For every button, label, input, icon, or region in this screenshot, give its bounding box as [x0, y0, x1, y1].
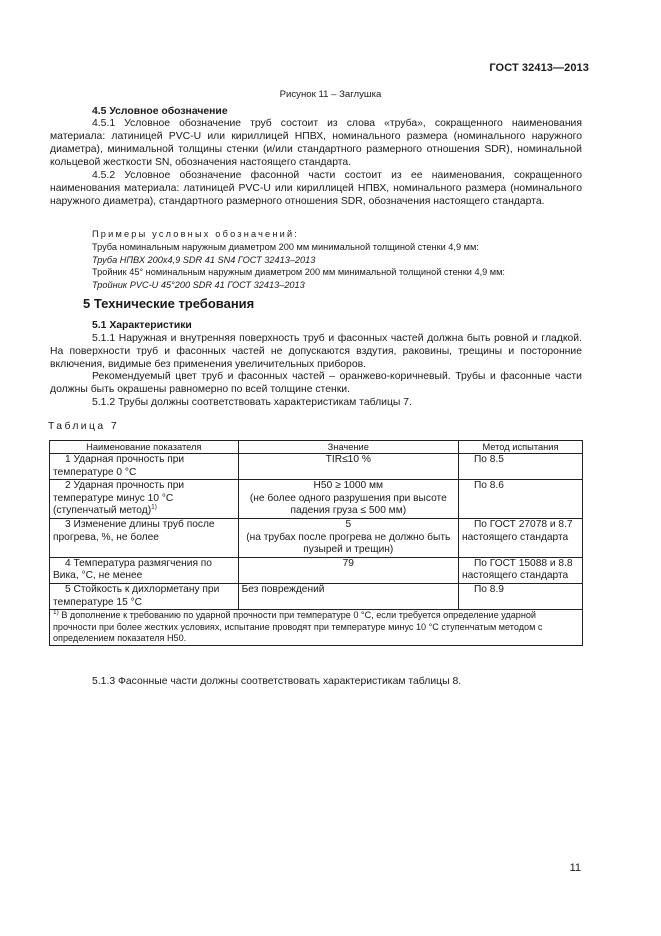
example-2-code: Тройник PVC-U 45°200 SDR 41 ГОСТ 32413–2013 [92, 280, 305, 291]
examples-title: Примеры условных обозначений: [92, 229, 300, 239]
figure-caption: Рисунок 11 – Заглушка [279, 89, 382, 100]
header-name: Наименование показателя [50, 441, 239, 454]
table-header-row [50, 441, 583, 454]
row-2-name-cell [50, 480, 239, 519]
row-4-name: 4 Температура размягчения по Вика, °С, не менее [50, 557, 239, 583]
row-3-value-note: (на трубах после прогрева не должно быть пузырей и трещин) [246, 531, 451, 556]
row-2-value: H50 ≥ 1000 мм [313, 480, 383, 492]
row-4-method: По ГОСТ 15088 и 8.8 настоящего стандарта [458, 557, 582, 583]
page-number: 11 [569, 862, 581, 874]
paragraph-5-1-2-text: 5.1.2 Трубы должны соответствовать характеристикам таблицы 7. [92, 397, 412, 408]
document-header: ГОСТ 32413—2013 [489, 62, 589, 74]
row-3-value: 5 [345, 518, 352, 530]
header-method: Метод испытания [458, 441, 582, 454]
paragraph-4-5-2-text: 4.5.2 Условное обозначение фасонной части состоит из ее наименования, сокращенного наименования материала: латиницей PVC-U или кириллицей НПВХ, номинального размера (номинального наружного диаметра), стандартного размерного отношения SDR, обозначения настоящего стандарта. [50, 170, 582, 207]
examples-block [92, 228, 582, 292]
row-2-method: По 8.6 [458, 480, 582, 519]
table-footnote-row [50, 610, 583, 646]
example-2-text: Тройник 45° номинальным наружным диаметром 200 мм минимальной толщиной стенки 4,9 мм: [92, 267, 505, 278]
footnote-text: В дополнение к требованию по ударной прочности при температуре 0 °С, если требуется определение ударной прочности при более жестких условиях, испытание проводят при температуре минус 10 °С ступенчатым методом с определением показателя H50. [53, 610, 543, 644]
row-3-method: По ГОСТ 27078 и 8.7 настоящего стандарта [458, 518, 582, 557]
paragraph-5-1-2 [50, 397, 582, 410]
table-row [50, 583, 583, 609]
paragraph-5-1-1 [50, 333, 582, 372]
row-4-value: 79 [238, 557, 458, 583]
row-5-value: Без повреждений [238, 583, 458, 609]
section-5-1-title: 5.1 Характеристики [92, 320, 192, 331]
row-2-name: 2 Ударная прочность при температуре минус 10 °С (ступенчатый метод) [53, 480, 185, 517]
row-2-footnote-mark: 1) [151, 503, 157, 511]
paragraph-4-5-1 [50, 118, 582, 170]
row-3-value-cell [238, 518, 458, 557]
paragraph-color [50, 371, 582, 397]
paragraph-5-1-3: 5.1.3 Фасонные части должны соответствовать характеристикам таблицы 8. [92, 676, 462, 687]
footnote-mark: 1) [53, 609, 59, 617]
row-1-value: TIR≤10 % [238, 454, 458, 480]
example-1-code: Труба НПВХ 200х4,9 SDR 41 SN4 ГОСТ 32413–2013 [92, 254, 316, 265]
table-7 [49, 440, 583, 646]
row-2-value-cell [238, 480, 458, 519]
row-1-method: По 8.5 [458, 454, 582, 480]
table-row [50, 557, 583, 583]
table-row [50, 518, 583, 557]
section-5-title: 5 Технические требования [83, 296, 255, 311]
table-row [50, 480, 583, 519]
row-5-name: 5 Стойкость к дихлорметану при температуре 15 °С [50, 583, 239, 609]
row-3-name: 3 Изменение длины труб после прогрева, %, не более [50, 518, 239, 557]
section-4-5-title: 4.5 Условное обозначение [92, 106, 228, 117]
row-2-value-note: (не более одного разрушения при высоте падения груза ≤ 500 мм) [249, 492, 447, 517]
paragraph-color-text: Рекомендуемый цвет труб и фасонных частей – оранжево-коричневый. Трубы и фасонные части должны быть окрашены равномерно по всей толщине стенки. [50, 371, 582, 395]
row-5-method: По 8.9 [458, 583, 582, 609]
paragraph-4-5-2 [50, 170, 582, 209]
paragraph-5-1-1-text: 5.1.1 Наружная и внутренняя поверхность труб и фасонных частей должна быть ровной и гладкой. На поверхности труб и фасонных частей не допускаются вздутия, раковины, трещины и посторонние включения, видимые без применения увеличительных приборов. [50, 333, 582, 370]
row-1-name: 1 Ударная прочность при температуре 0 °С [50, 454, 239, 480]
table-footnote [50, 610, 583, 646]
paragraph-4-5-1-text: 4.5.1 Условное обозначение труб состоит из слова «труба», сокращенного наименования материала: латиницей PVC-U или кириллицей НПВХ, номинального размера (номинального наружного диаметра), минимальной толщины стенки (и/или стандартного размерного отношения SDR), номинальной кольцевой жесткости SN, обозначения настоящего стандарта. [50, 118, 582, 168]
header-value: Значение [238, 441, 458, 454]
example-1-text: Труба номинальным наружным диаметром 200 мм минимальной толщиной стенки 4,9 мм: [92, 241, 479, 252]
table-7-caption: Таблица 7 [48, 421, 120, 432]
table-row [50, 454, 583, 480]
